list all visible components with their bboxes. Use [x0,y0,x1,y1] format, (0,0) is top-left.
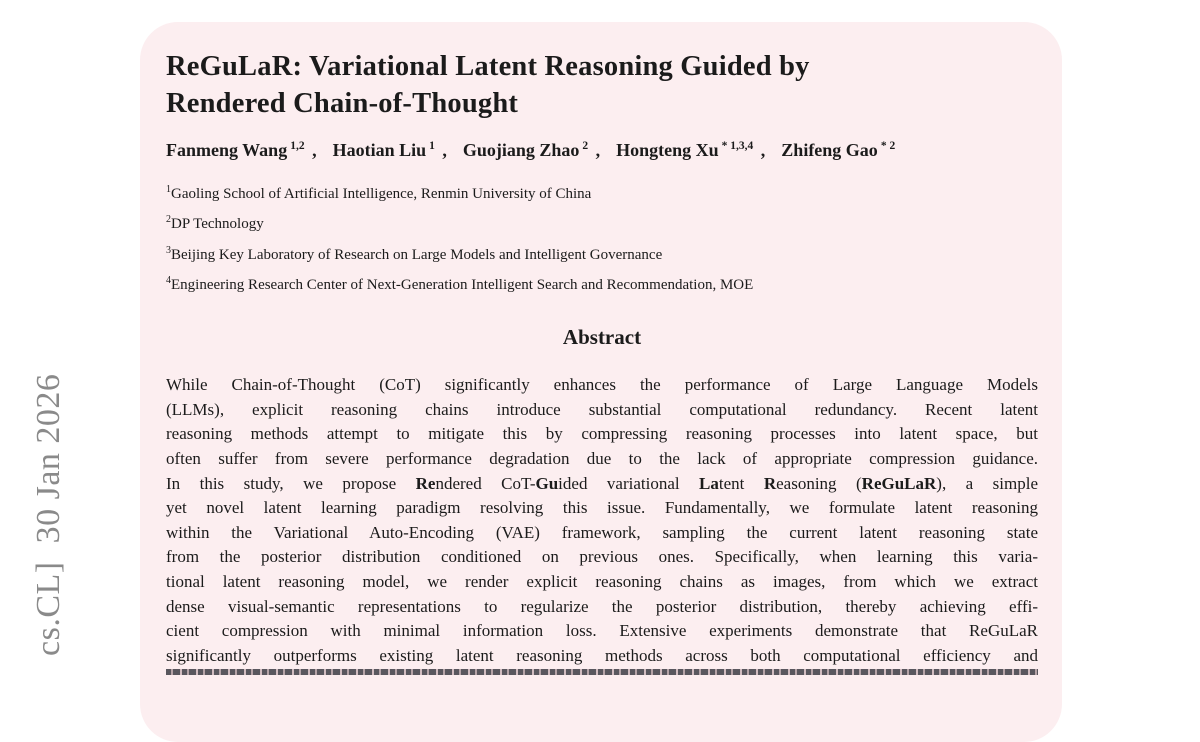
author-name: Haotian Liu [332,140,427,160]
abstract-text-line [166,447,1038,472]
abstract-text-segment: While Chain-of-Thought (CoT) significantly enhances the performance of Large Language Models [166,375,1038,395]
abstract-text-segment: ndered CoT- [435,473,536,493]
abstract-text-segment: reasoning methods attempt to mitigate this by compressing reasoning processes into latent space, but [166,424,1038,444]
author [781,140,895,160]
arxiv-sidebar-watermark: cs.CL] 30 Jan 2026 [30,373,67,656]
author-superscript: 1 [429,140,435,152]
abstract-text-line [166,398,1038,423]
abstract-text-segment: tent [718,473,764,493]
abstract-text-segment: yet novel latent learning paradigm resolving this issue. Fundamentally, we formulate latent reasoning [166,498,1038,518]
author-superscript: 2 [582,140,589,152]
author-superscript: * 1,3,4 [721,140,754,152]
author [616,140,781,160]
affiliation-line: $^3$Beijing Key Laboratory of Research on Large Models and Intelligent Governance [166,244,663,263]
abstract-text-line [166,422,1038,447]
affiliation-superscript: 4 [166,274,171,286]
abstract-bold-segment: Gu [535,473,559,493]
paper-title-line1: ReGuLaR: Variational Latent Reasoning Guided by [166,51,810,82]
abstract-text-segment: ), a simple [936,473,1038,493]
paper-title-line2: Rendered Chain-of-Thought [166,88,519,119]
abstract-text-segment: cient compression with minimal information loss. Extensive experiments demonstrate that ReGuLaR [166,621,1038,641]
author [463,140,616,160]
author-separator: , [591,140,601,160]
author-name: Zhifeng Gao [781,140,878,160]
abstract-text-segment: often suffer from severe performance degradation due to the lack of appropriate compression guidance. [166,448,1038,468]
author-name: Guojiang Zhao [462,140,580,160]
abstract-text-segment: dense visual-semantic representations to regularize the posterior distribution, thereby achieving effi- [166,596,1038,616]
abstract-text-line [166,644,1038,669]
affiliation-line: $^4$Engineering Research Center of Next-Generation Intelligent Search and Recommendation, MOE [166,274,754,293]
abstract-bold-segment: Re [415,473,436,493]
abstract-text-segment: easoning ( [776,473,862,493]
author [333,140,463,160]
author-name: Fanmeng Wang [166,140,288,160]
abstract-text-segment: tional latent reasoning model, we render explicit reasoning chains as images, from which we extract [166,571,1038,591]
abstract-bold-segment: ReGuLaR [861,473,937,493]
abstract-text-segment: within the Variational Auto-Encoding (VAE) framework, sampling the current latent reasoning state [166,522,1038,542]
abstract-text-line [166,373,1038,398]
author-superscript: 1,2 [290,140,305,152]
abstract-text-line [166,570,1038,595]
abstract-heading: Abstract [562,325,642,350]
abstract-text-line [166,595,1038,620]
affiliation-superscript: 2 [166,214,171,226]
abstract-body [166,373,1038,668]
paper-card [140,22,1062,742]
affiliation-superscript: 3 [166,244,171,256]
author-separator: , [437,140,447,160]
author [166,140,333,160]
author-list [166,134,1038,162]
author-superscript: * 2 [880,140,896,152]
abstract-text-segment: from the posterior distribution conditioned on previous ones. Specifically, when learning this varia- [166,547,1038,567]
author-separator: , [307,140,317,160]
abstract-text-line [166,545,1038,570]
abstract-text-segment: significantly outperforms existing latent reasoning methods across both computational efficiency and [166,645,1038,665]
abstract-text-line [166,619,1038,644]
cut-off-text-line [166,669,1038,675]
abstract-text-segment: (LLMs), explicit reasoning chains introduce substantial computational redundancy. Recent latent [166,399,1038,419]
affiliation-line: $^1$Gaoling School of Artificial Intelligence, Renmin University of China [166,184,592,202]
abstract-text-line [166,472,1038,497]
abstract-text-line [166,521,1038,546]
abstract-text-segment: ided variational [558,473,700,493]
paper-title [166,48,1038,122]
author-name: Hongteng Xu [616,140,719,160]
abstract-text-segment: In this study, we propose [166,473,416,493]
abstract-bold-segment: R [763,473,777,493]
author-separator: , [756,140,766,160]
affiliation-list [166,177,1038,298]
affiliation-line: $^2$DP Technology [166,214,264,233]
affiliation-superscript: 1 [166,184,171,195]
abstract-bold-segment: La [699,473,719,493]
abstract-text-line [166,496,1038,521]
